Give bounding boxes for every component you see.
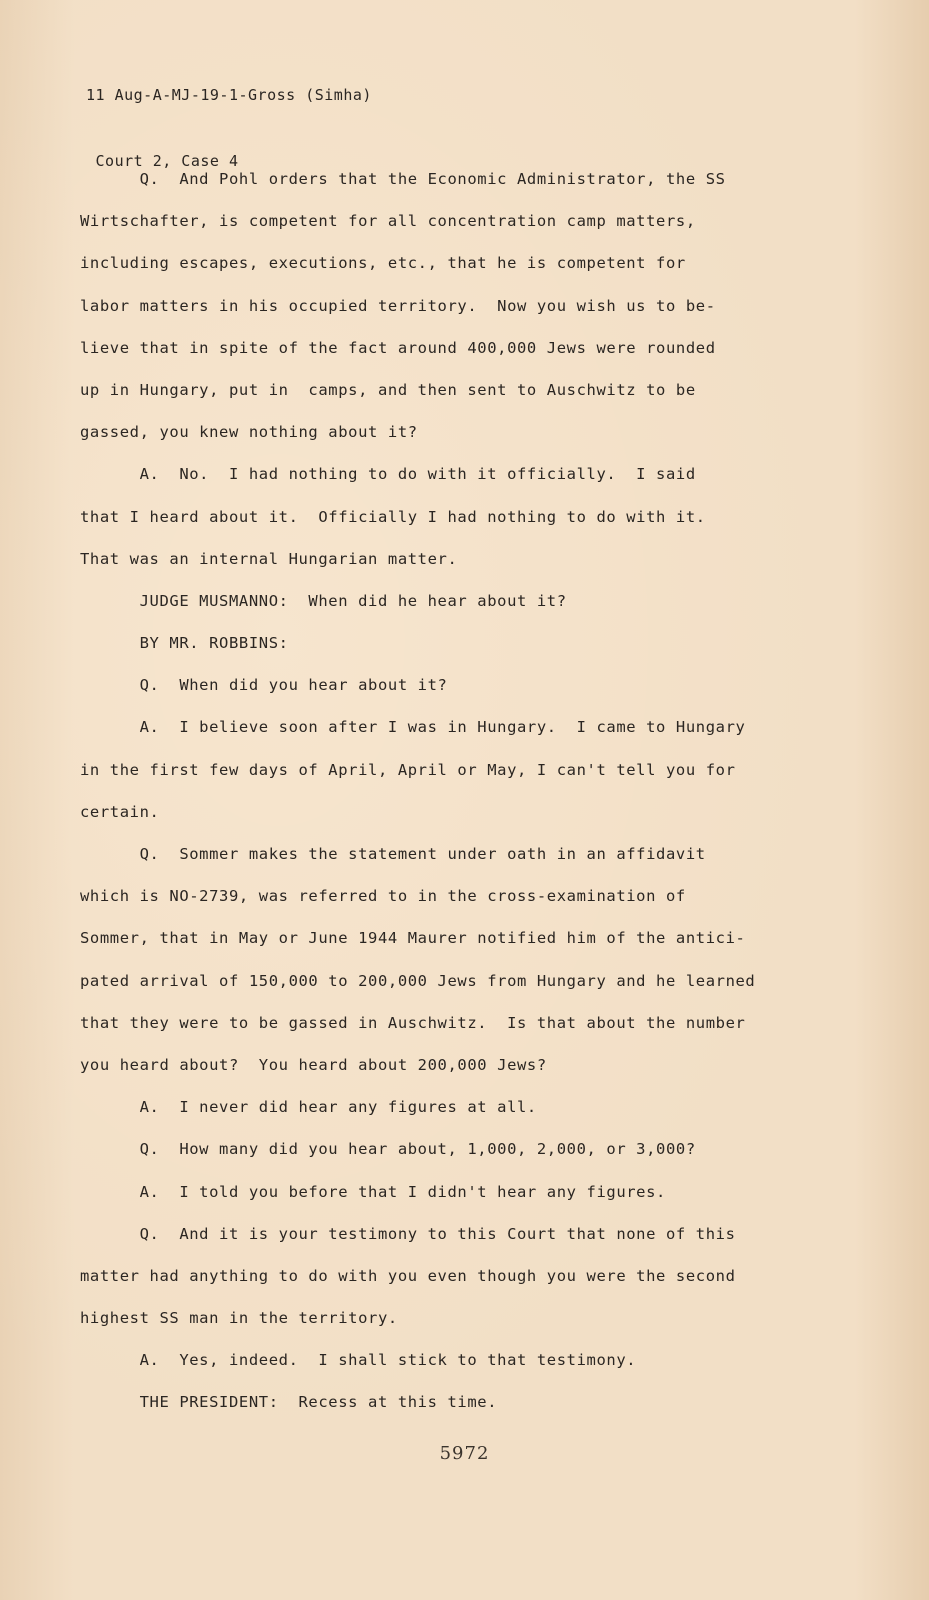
transcript-line: in the first few days of April, April or May, I can't tell you for xyxy=(80,760,736,779)
transcript-line: certain. xyxy=(80,802,160,821)
transcript-line: Q. And it is your testimony to this Court that none of this xyxy=(80,1224,736,1243)
transcript-line: lieve that in spite of the fact around 400,000 Jews were rounded xyxy=(80,338,716,357)
transcript-line: Sommer, that in May or June 1944 Maurer notified him of the antici- xyxy=(80,929,746,948)
transcript-line: highest SS man in the territory. xyxy=(80,1309,398,1328)
transcript-line: labor matters in his occupied territory. Now you wish us to be- xyxy=(80,296,716,315)
header-court-case: Court 2, Case 4 xyxy=(86,152,239,170)
transcript-line: A. I believe soon after I was in Hungary. I came to Hungary xyxy=(80,718,746,737)
transcript-line: matter had anything to do with you even though you were the second xyxy=(80,1266,736,1285)
transcript-line: BY MR. ROBBINS: xyxy=(80,634,289,653)
transcript-line: Q. Sommer makes the statement under oath in an affidavit xyxy=(80,845,706,863)
transcript-line: Q. And Pohl orders that the Economic Administrator, the SS xyxy=(80,170,726,188)
transcript-line: That was an internal Hungarian matter. xyxy=(80,549,458,568)
transcript-line: A. No. I had nothing to do with it officially. I said xyxy=(80,465,696,484)
transcript-line: up in Hungary, put in camps, and then sent to Auschwitz to be xyxy=(80,380,696,399)
transcript-line: THE PRESIDENT: Recess at this time. xyxy=(80,1393,498,1412)
transcript-line: which is NO-2739, was referred to in the cross-examination of xyxy=(80,887,686,906)
transcript-line: including escapes, executions, etc., that he is competent for xyxy=(80,254,686,273)
transcript-line: that I heard about it. Officially I had nothing to do with it. xyxy=(80,507,706,526)
transcript-line: A. I never did hear any figures at all. xyxy=(80,1098,537,1117)
transcript-line: Q. How many did you hear about, 1,000, 2,000, or 3,000? xyxy=(80,1140,696,1159)
transcript-line: gassed, you knew nothing about it? xyxy=(80,423,418,442)
transcript-line: A. Yes, indeed. I shall stick to that testimony. xyxy=(80,1351,637,1370)
transcript-line: A. I told you before that I didn't hear any figures. xyxy=(80,1182,666,1201)
transcript-line: JUDGE MUSMANNO: When did he hear about it? xyxy=(80,591,567,610)
transcript-line: Wirtschafter, is competent for all concentration camp matters, xyxy=(80,212,696,231)
page-number: 5972 xyxy=(439,1443,490,1464)
transcript-line: you heard about? You heard about 200,000 Jews? xyxy=(80,1055,547,1074)
transcript-body xyxy=(80,158,780,1424)
header-case-id: 11 Aug-A-MJ-19-1-Gross (Simha) xyxy=(86,86,372,104)
transcript-line: Q. When did you hear about it? xyxy=(80,676,448,695)
transcript-line: pated arrival of 150,000 to 200,000 Jews from Hungary and he learned xyxy=(80,971,756,990)
transcript-line: that they were to be gassed in Auschwitz. Is that about the number xyxy=(80,1013,746,1032)
